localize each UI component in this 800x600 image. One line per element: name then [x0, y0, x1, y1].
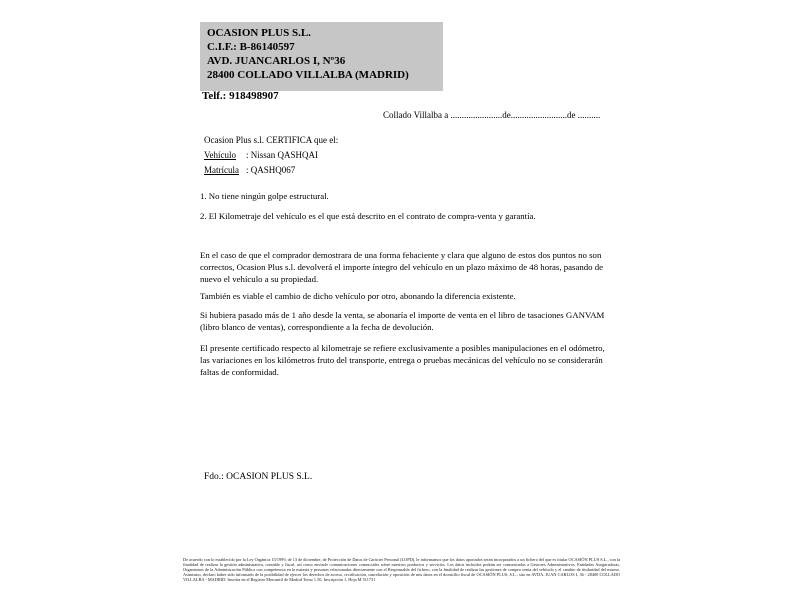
- company-address: AVD. JUANCARLOS I, Nº36: [207, 55, 346, 67]
- vehicle-separator: :: [246, 150, 251, 160]
- signature-line: Fdo.: OCASION PLUS S.L.: [204, 472, 313, 482]
- plate-line: [204, 165, 295, 175]
- paragraph-refund: En el caso de que el comprador demostrara de una forma fehaciente y clara que alguno de estos dos puntos no son correctos, Ocasion Plus s.l. devolverá el importe íntegro del vehículo en un plazo máximo de 48 horas, pasando de nuevo el vehículo a su propiedad.: [200, 250, 604, 284]
- company-header-box: [200, 22, 443, 91]
- paragraph-exchange: También es viable el cambio de dicho vehículo por otro, abonando la diferencia existente.: [200, 291, 516, 301]
- plate-separator: :: [246, 165, 251, 175]
- certificate-point-1: 1. No tiene ningún golpe estructural.: [200, 191, 329, 201]
- company-city: 28400 COLLADO VILLALBA (MADRID): [207, 69, 409, 81]
- certifies-line: Ocasion Plus s.l. CERTIFICA que el:: [204, 135, 339, 145]
- vehicle-line: [204, 150, 318, 160]
- date-line: Collado Villalba a .......................de.........................de ..........: [383, 110, 601, 120]
- legal-footer: De acuerdo con lo establecido por la Ley Orgánica 15/1999, de 13 de diciembre, de Protección de Datos de Carácter Personal (LOPD), le informamos que los datos aportados serán incorporados a un fichero del que es titular OCASIÓN PLUS S.L., con la finalidad de realizar la gestión administrativa, contable y fiscal, así como enviarle comunicaciones comerciales sobre nuestros productos y servicios. Los datos incluidos podrán ser comunicados a Gestores Administrativos, Entidades Aseguradoras, Organismos de la Administración Pública con competencia en la materia y personas relacionadas directamente con el Responsable del fichero, con la finalidad de realizar las gestiones de compra venta del vehículo y el cambio de titularidad del mismo. Asimismo, declaro haber sido informado de la posibilidad de ejercer los derechos de acceso, rectificación, cancelación y oposición de mis datos en el domicilio fiscal de OCASIÓN PLUS, S.L., sito en AVDA. JUAN CARLOS I, 36 - 28400 COLLADO VILLALBA - MADRID. Inscrita en el Registro Mercantil de Madrid Tomo 1.50, Inscripción 1, Hoja M 511731: [183, 557, 620, 583]
- certificate-point-2: 2. El Kilometraje del vehículo es el que está descrito en el contrato de compra-venta y garantía.: [200, 211, 536, 221]
- company-phone: Telf.: 918498907: [202, 90, 279, 102]
- plate-label-box: [204, 165, 246, 175]
- vehicle-label-box: [204, 150, 246, 160]
- plate-value: QASHQ067: [250, 165, 296, 175]
- company-name: OCASION PLUS S.L.: [207, 27, 311, 39]
- vehicle-value: Nissan QASHQAI: [250, 150, 319, 160]
- vehicle-label: Vehículo: [204, 150, 236, 160]
- paragraph-odometer: El presente certificado respecto al kilometraje se refiere exclusivamente a posibles manipulaciones en el odómetro, las variaciones en los kilómetros fruto del transporte, entrega o pruebas mecánicas del vehículo no se considerarán faltas de conformidad.: [200, 343, 605, 377]
- company-cif: C.I.F.: B-86140597: [207, 41, 295, 53]
- paragraph-ganvam: Si hubiera pasado más de 1 año desde la venta, se abonaría el importe de venta en el libro de tasaciones GANVAM (libro blanco de ventas), correspondiente a la fecha de devolución.: [200, 310, 605, 332]
- plate-label: Matrícula: [204, 165, 239, 175]
